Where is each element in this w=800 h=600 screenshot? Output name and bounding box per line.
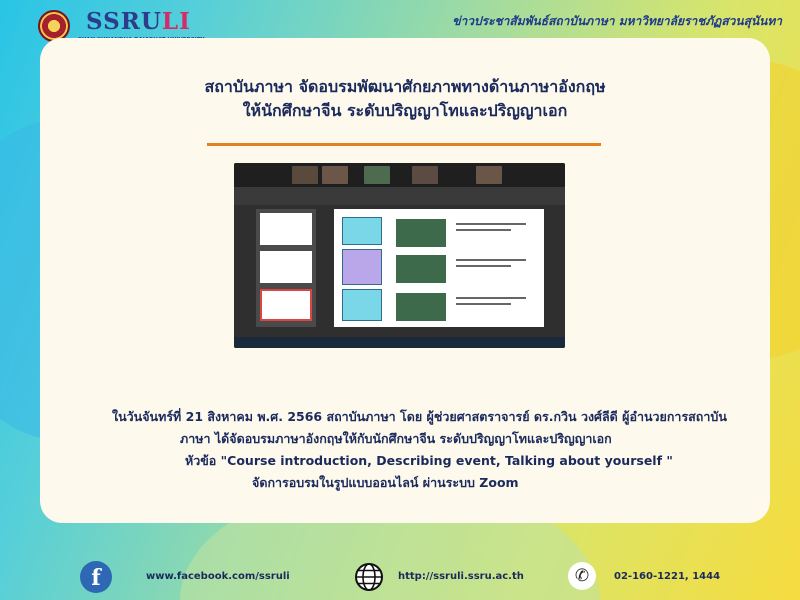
- slide-thumbnail-panel: [256, 209, 316, 327]
- news-body: [40, 406, 770, 494]
- slide-note-line: [456, 223, 526, 225]
- participant-video: [322, 166, 348, 184]
- footer: [0, 558, 800, 598]
- participant-video: [412, 166, 438, 184]
- body-line-3: หัวข้อ "Course introduction, Describing event, Talking about yourself ": [185, 453, 673, 468]
- slide-note-line: [456, 265, 511, 267]
- participant-video: [476, 166, 502, 184]
- zoom-participant-strip: [234, 163, 565, 187]
- facebook-icon[interactable]: f: [80, 561, 112, 593]
- slide-note-line: [456, 229, 511, 231]
- zoom-session-photo: [234, 163, 565, 348]
- slide-note-line: [456, 259, 526, 261]
- page-title: [40, 75, 770, 123]
- participant-video: [292, 166, 318, 184]
- body-line-1: ในวันจันทร์ที่ 21 สิงหาคม พ.ศ. 2566 สถาบันภาษา โดย ผู้ช่วยศาสตราจารย์ ดร.กวิน วงศ์ลีดี ผู้อำนวยการสถาบัน: [112, 409, 727, 424]
- slide-panel: [342, 249, 382, 285]
- title-underline: [207, 143, 601, 146]
- slide-note-line: [456, 297, 526, 299]
- website-link[interactable]: http://ssruli.ssru.ac.th: [398, 571, 524, 582]
- windows-taskbar: [234, 337, 565, 348]
- slide-panel: [342, 289, 382, 321]
- slide-video-frame: [396, 219, 446, 247]
- logo-wordmark: SSRULI: [86, 8, 191, 35]
- body-line-4: จัดการอบรมในรูปแบบออนไลน์ ผ่านระบบ Zoom: [252, 475, 519, 490]
- slide-note-line: [456, 303, 511, 305]
- phone-icon: ✆: [568, 562, 596, 590]
- globe-icon: [354, 562, 384, 592]
- slide-panel: [342, 217, 382, 245]
- content-card: [40, 38, 770, 523]
- header: [0, 0, 800, 40]
- phone-number: 02-160-1221, 1444: [614, 571, 721, 582]
- slide-thumbnail: [260, 213, 312, 245]
- current-slide: [334, 209, 544, 327]
- slide-thumbnail: [260, 251, 312, 283]
- title-line-1: สถาบันภาษา จัดอบรมพัฒนาศักยภาพทางด้านภาษาอังกฤษ: [204, 77, 606, 96]
- facebook-link[interactable]: www.facebook.com/ssruli: [146, 571, 290, 582]
- slide-video-frame: [396, 293, 446, 321]
- participant-video: [364, 166, 390, 184]
- header-news-label: ข่าวประชาสัมพันธ์สถาบันภาษา มหาวิทยาลัยราชภัฏสวนสุนันทา: [452, 14, 782, 28]
- slide-thumbnail: [260, 289, 312, 321]
- body-line-2: ภาษา ได้จัดอบรมภาษาอังกฤษให้กับนักศึกษาจีน ระดับปริญญาโทและปริญญาเอก: [180, 431, 612, 446]
- slide-video-frame: [396, 255, 446, 283]
- title-line-2: ให้นักศึกษาจีน ระดับปริญญาโทและปริญญาเอก: [242, 101, 568, 120]
- presentation-ribbon: [234, 187, 565, 205]
